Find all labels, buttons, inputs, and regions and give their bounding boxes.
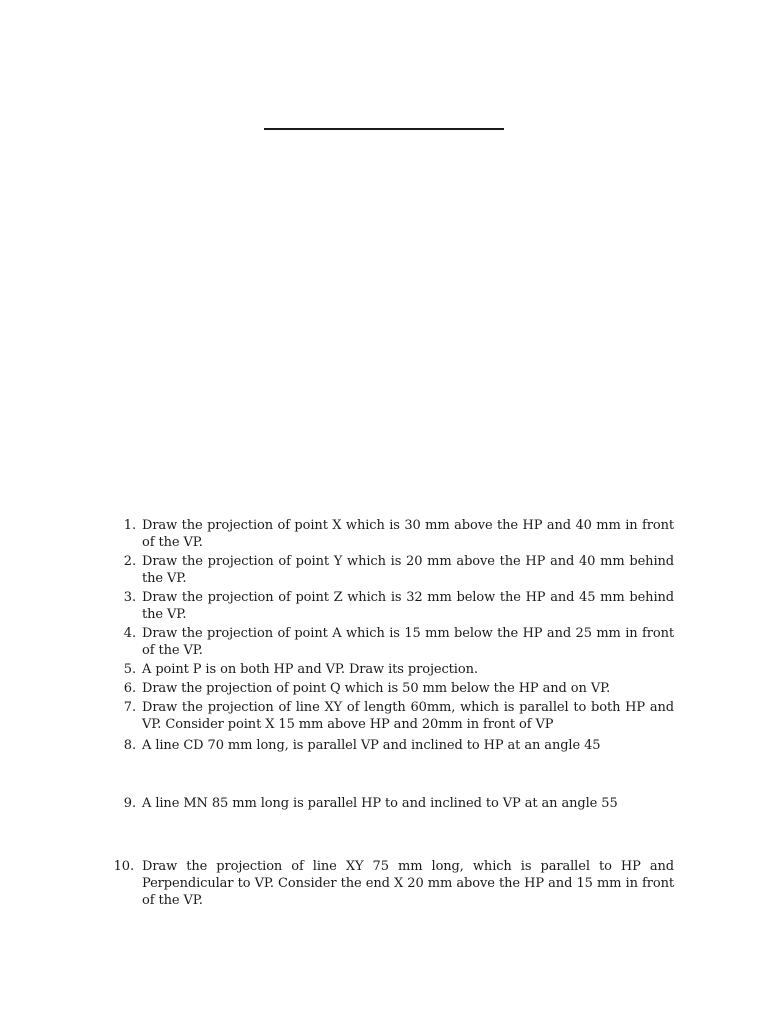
question-number: 8. <box>123 738 136 753</box>
question-item <box>112 795 674 812</box>
question-number: 7. <box>123 700 136 715</box>
question-text: Draw the projection of point Y which is 20 mm above the HP and 40 mm behind the VP. <box>142 554 674 586</box>
question-item <box>112 589 674 623</box>
question-item <box>112 680 674 697</box>
question-text: Draw the projection of point Q which is 50 mm below the HP and on VP. <box>142 681 611 696</box>
question-item <box>112 737 674 754</box>
question-item <box>112 661 674 678</box>
question-item <box>112 699 674 733</box>
question-number: 4. <box>123 626 136 641</box>
question-number: 6. <box>123 681 136 696</box>
question-number: 5. <box>123 662 136 677</box>
question-number: 3. <box>123 590 136 605</box>
question-item <box>112 625 674 659</box>
question-number: 10. <box>113 859 134 874</box>
question-text: Draw the projection of point Z which is 32 mm below the HP and 45 mm behind the VP. <box>142 590 674 622</box>
title-underline <box>264 128 504 130</box>
question-item <box>112 517 674 551</box>
question-list <box>112 517 674 911</box>
question-text: A line CD 70 mm long, is parallel VP and inclined to HP at an angle 45 <box>142 738 601 753</box>
question-text: A point P is on both HP and VP. Draw its projection. <box>142 662 478 677</box>
question-number: 9. <box>123 796 136 811</box>
question-text: Draw the projection of point X which is 30 mm above the HP and 40 mm in front of the VP. <box>142 518 674 550</box>
question-text: A line MN 85 mm long is parallel HP to and inclined to VP at an angle 55 <box>142 796 618 811</box>
question-number: 2. <box>123 554 136 569</box>
question-text: Draw the projection of point A which is 15 mm below the HP and 25 mm in front of the VP. <box>142 626 674 658</box>
question-text: Draw the projection of line XY of length 60mm, which is parallel to both HP and VP. Consider point X 15 mm above HP and 20mm in front of VP <box>142 700 674 732</box>
question-text: Draw the projection of line XY 75 mm long, which is parallel to HP and Perpendicular to VP. Consider the end X 20 mm above the HP and 15 mm in front of the VP. <box>142 859 674 908</box>
question-item <box>112 858 674 909</box>
question-number: 1. <box>123 518 136 533</box>
question-item <box>112 553 674 587</box>
